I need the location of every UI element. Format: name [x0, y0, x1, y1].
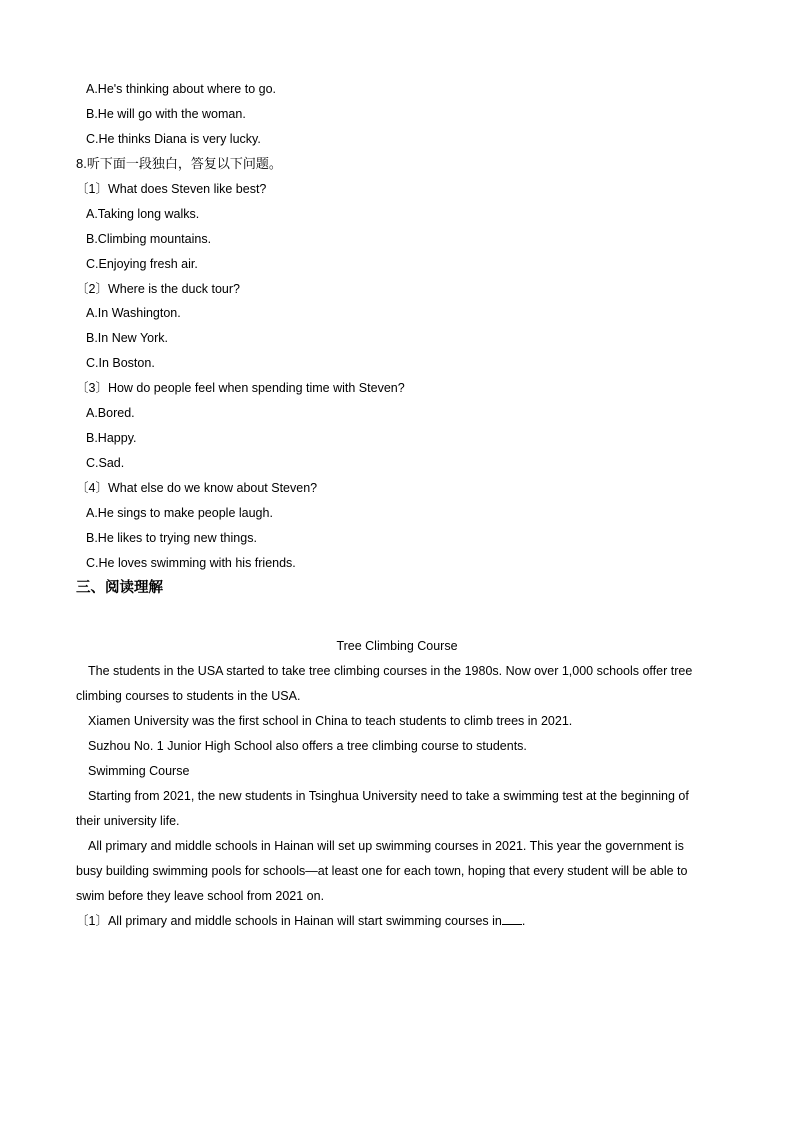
q8-sub4-option-a: A.He sings to make people laugh. [86, 506, 273, 520]
passage-p5-cont2: swim before they leave school from 2021 on. [76, 889, 325, 903]
passage-title: Tree Climbing Course [336, 639, 458, 653]
q8-sub3-option-c: C.Sad. [86, 456, 125, 470]
q8-sub2-option-a: A.In Washington. [86, 306, 181, 320]
reading-question-1-end: . [521, 914, 526, 928]
passage-p4: Starting from 2021, the new students in Tsinghua University need to take a swimming test at the beginning of [88, 789, 689, 803]
passage-p1-cont: climbing courses to students in the USA. [76, 689, 301, 703]
passage-p5: All primary and middle schools in Hainan will set up swimming courses in 2021. This year the government is [88, 839, 684, 853]
q8-sub2-option-c: C.In Boston. [86, 356, 155, 370]
reading-question-1-text: 〔1〕All primary and middle schools in Hainan will start swimming courses in [76, 914, 502, 928]
q8-sub4-option-c: C.He loves swimming with his friends. [86, 556, 296, 570]
q8-sub3-option-b: B.Happy. [86, 431, 137, 445]
q8-sub2-question: 〔2〕Where is the duck tour? [76, 282, 240, 296]
q8-sub2-option-b: B.In New York. [86, 331, 168, 345]
q8-sub3-question: 〔3〕How do people feel when spending time with Steven? [76, 381, 405, 395]
q8-sub4-option-b: B.He likes to trying new things. [86, 531, 257, 545]
passage-p4-cont: their university life. [76, 814, 180, 828]
answer-blank[interactable] [502, 913, 522, 925]
q7-option-b: B.He will go with the woman. [86, 107, 246, 121]
passage-p2: Xiamen University was the first school in China to teach students to climb trees in 2021. [88, 714, 573, 728]
q8-sub1-option-a: A.Taking long walks. [86, 207, 200, 221]
q8-heading: 8.听下面一段独白，答复以下问题。 [76, 156, 282, 171]
q8-sub3-option-a: A.Bored. [86, 406, 135, 420]
q8-sub4-question: 〔4〕What else do we know about Steven? [76, 481, 318, 495]
section-title: 三、阅读理解 [76, 580, 163, 596]
q8-sub1-option-c: C.Enjoying fresh air. [86, 257, 198, 271]
passage-p1: The students in the USA started to take tree climbing courses in the 1980s. Now over 1,000 schools offer tree [88, 664, 693, 678]
passage-p3: Suzhou No. 1 Junior High School also offers a tree climbing course to students. [88, 739, 527, 753]
q7-option-a: A.He's thinking about where to go. [86, 82, 277, 96]
q8-sub1-question: 〔1〕What does Steven like best? [76, 182, 267, 196]
passage-subheading: Swimming Course [88, 764, 190, 778]
q7-option-c: C.He thinks Diana is very lucky. [86, 132, 261, 146]
passage-p5-cont1: busy building swimming pools for schools—at least one for each town, hoping that every student will be able to [76, 864, 688, 878]
q8-sub1-option-b: B.Climbing mountains. [86, 232, 212, 246]
reading-question-1 [76, 913, 525, 929]
